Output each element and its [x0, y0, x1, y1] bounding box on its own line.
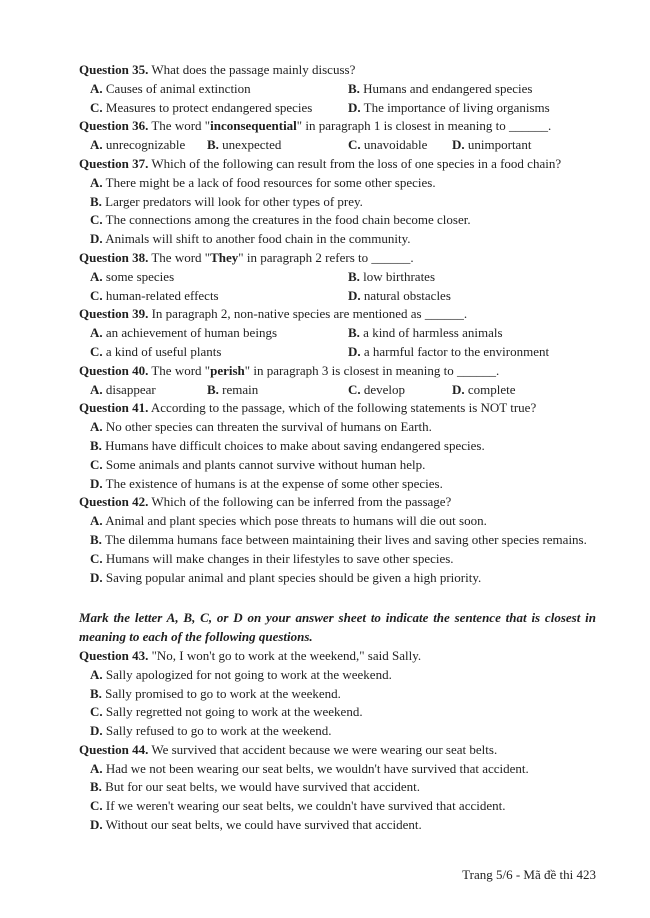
- option-text: Had we not been wearing our seat belts, we wouldn't have survived that accident.: [105, 760, 529, 776]
- option-text: The dilemma humans face between maintaining their lives and saving other species remains.: [104, 531, 587, 547]
- option-text: remain: [222, 381, 259, 397]
- option-letter: C.: [90, 287, 103, 303]
- stem-text: "No, I won't go to work at the weekend," said Sally.: [151, 647, 422, 663]
- option-text: disappear: [105, 381, 156, 397]
- question-label: Question 43.: [79, 647, 149, 663]
- option-letter: D.: [452, 381, 465, 397]
- options: [90, 381, 596, 400]
- option: [90, 722, 596, 741]
- questions-section-reading: [79, 61, 596, 587]
- options: [90, 760, 596, 835]
- option-text: natural obstacles: [363, 287, 451, 303]
- question-block: [79, 399, 596, 493]
- stem-text: We survived that accident because we were wearing our seat belts.: [151, 741, 498, 757]
- question-stem: [79, 399, 596, 418]
- option-letter: B.: [90, 779, 102, 795]
- option: [90, 136, 207, 155]
- option-letter: B.: [90, 685, 102, 701]
- option-letter: C.: [348, 381, 361, 397]
- option-text: develop: [363, 381, 406, 397]
- option: [90, 343, 348, 362]
- instruction-line-2: meaning to each of the following questions.: [79, 629, 313, 645]
- option-letter: C.: [90, 704, 103, 720]
- option: [90, 666, 596, 685]
- option-letter: D.: [348, 99, 361, 115]
- stem-text-after: " in paragraph 2 refers to ______.: [238, 249, 414, 265]
- question-label: Question 39.: [79, 306, 149, 322]
- question-stem: [79, 647, 596, 666]
- option: [90, 456, 596, 475]
- options: [90, 418, 596, 493]
- question-block: [79, 249, 596, 305]
- option-text: Sally regretted not going to work at the weekend.: [105, 704, 363, 720]
- option-letter: B.: [348, 325, 360, 341]
- option: [207, 381, 348, 400]
- stem-text: Which of the following can be inferred from the passage?: [151, 494, 452, 510]
- option-letter: A.: [90, 80, 103, 96]
- option-letter: A.: [90, 666, 103, 682]
- option: [90, 381, 207, 400]
- option: [348, 324, 596, 343]
- question-stem: [79, 155, 596, 174]
- option-text: No other species can threaten the survival of humans on Earth.: [105, 419, 432, 435]
- option-text: Humans and endangered species: [363, 80, 533, 96]
- option-text: Sally promised to go to work at the weekend.: [105, 685, 341, 701]
- option: [90, 703, 596, 722]
- option: [90, 797, 596, 816]
- stem-text-after: " in paragraph 3 is closest in meaning to ______.: [244, 362, 500, 378]
- instruction-line-1: Mark the letter A, B, C, or D on your answer sheet to indicate the sentence that is closest in: [79, 610, 596, 626]
- option: [90, 99, 348, 118]
- stem-text: In paragraph 2, non-native species are mentioned as ______.: [151, 306, 468, 322]
- question-label: Question 42.: [79, 494, 149, 510]
- option-text: unrecognizable: [105, 137, 186, 153]
- options: [90, 80, 596, 118]
- option: [90, 512, 596, 531]
- option-text: low birthrates: [363, 268, 436, 284]
- stem-text: The word ": [151, 362, 211, 378]
- stem-text: Which of the following can result from the loss of one species in a food chain?: [151, 155, 562, 171]
- option-letter: B.: [348, 268, 360, 284]
- option-letter: C.: [90, 99, 103, 115]
- option: [90, 816, 596, 835]
- option-letter: D.: [452, 137, 465, 153]
- options: [90, 666, 596, 741]
- question-label: Question 35.: [79, 62, 149, 77]
- question-block: [79, 117, 596, 155]
- option-text: Humans have difficult choices to make about saving endangered species.: [105, 437, 485, 453]
- page-footer: Trang 5/6 - Mã đề thi 423: [462, 867, 596, 882]
- stem-text: The word ": [151, 118, 211, 134]
- option-letter: B.: [90, 193, 102, 209]
- option: [348, 268, 596, 287]
- option: [90, 287, 348, 306]
- option: [348, 343, 596, 362]
- option-text: Sally refused to go to work at the weekend.: [105, 723, 332, 739]
- option-letter: A.: [90, 137, 103, 153]
- option-text: The connections among the creatures in the food chain become closer.: [105, 212, 471, 228]
- option-text: The existence of humans is at the expense of some other species.: [105, 475, 443, 491]
- options: [90, 136, 596, 155]
- question-label: Question 41.: [79, 400, 149, 416]
- option: [90, 550, 596, 569]
- question-stem: [79, 362, 596, 381]
- option-letter: D.: [90, 231, 103, 247]
- option: [452, 381, 596, 400]
- option-text: There might be a lack of food resources for some other species.: [105, 174, 436, 190]
- option-text: Animals will shift to another food chain in the community.: [105, 231, 411, 247]
- option-letter: C.: [90, 212, 103, 228]
- option-text: If we weren't wearing our seat belts, we couldn't have survived that accident.: [105, 798, 506, 814]
- option: [90, 211, 596, 230]
- option: [90, 531, 596, 550]
- option-text: a kind of harmless animals: [363, 325, 503, 341]
- option-text: Measures to protect endangered species: [105, 99, 313, 115]
- option-letter: A.: [90, 325, 103, 341]
- option-text: Larger predators will look for other types of prey.: [105, 193, 363, 209]
- option: [90, 778, 596, 797]
- question-block: [79, 741, 596, 835]
- option-letter: D.: [90, 723, 103, 739]
- option-letter: B.: [90, 437, 102, 453]
- option-text: Saving popular animal and plant species should be given a high priority.: [105, 569, 482, 585]
- question-stem: [79, 741, 596, 760]
- stem-keyword: perish: [210, 362, 245, 378]
- option: [348, 136, 452, 155]
- question-label: Question 36.: [79, 118, 149, 134]
- option: [90, 324, 348, 343]
- option-letter: B.: [207, 381, 219, 397]
- section-instruction: [79, 609, 596, 647]
- option-text: unavoidable: [363, 137, 428, 153]
- option-letter: C.: [348, 137, 361, 153]
- option-text: The importance of living organisms: [363, 99, 550, 115]
- options: [90, 512, 596, 587]
- stem-text: The word ": [151, 249, 211, 265]
- option: [90, 760, 596, 779]
- option-letter: C.: [90, 343, 103, 359]
- option-letter: D.: [348, 287, 361, 303]
- option-text: human-related effects: [105, 287, 219, 303]
- option: [90, 80, 348, 99]
- option: [90, 569, 596, 588]
- option-letter: B.: [348, 80, 360, 96]
- options: [90, 174, 596, 249]
- question-stem: [79, 249, 596, 268]
- option-text: complete: [467, 381, 516, 397]
- option-letter: D.: [90, 569, 103, 585]
- questions-section-closest-meaning: [79, 647, 596, 835]
- option-text: a kind of useful plants: [105, 343, 222, 359]
- option-text: an achievement of human beings: [105, 325, 277, 341]
- option: [90, 418, 596, 437]
- option-letter: A.: [90, 174, 103, 190]
- question-stem: [79, 61, 596, 80]
- content-area: [79, 61, 596, 835]
- options: [90, 268, 596, 306]
- option: [348, 381, 452, 400]
- option: [90, 268, 348, 287]
- option: [90, 174, 596, 193]
- question-label: Question 38.: [79, 249, 149, 265]
- option-letter: D.: [90, 817, 103, 833]
- question-block: [79, 647, 596, 741]
- stem-keyword: They: [210, 249, 239, 265]
- option-letter: B.: [207, 137, 219, 153]
- stem-keyword: inconsequential: [210, 118, 297, 134]
- question-block: [79, 305, 596, 361]
- option: [452, 136, 596, 155]
- option: [207, 136, 348, 155]
- option-text: Animal and plant species which pose threats to humans will die out soon.: [105, 513, 487, 529]
- option: [90, 685, 596, 704]
- option-text: But for our seat belts, we would have survived that accident.: [105, 779, 420, 795]
- option-text: some species: [105, 268, 175, 284]
- stem-text: What does the passage mainly discuss?: [151, 62, 356, 77]
- question-label: Question 40.: [79, 362, 149, 378]
- option-letter: A.: [90, 381, 103, 397]
- option-letter: A.: [90, 419, 103, 435]
- stem-text-after: " in paragraph 1 is closest in meaning to ______.: [296, 118, 552, 134]
- option: [348, 287, 596, 306]
- question-block: [79, 155, 596, 249]
- option-text: Some animals and plants cannot survive without human help.: [105, 456, 426, 472]
- stem-text: According to the passage, which of the following statements is NOT true?: [150, 400, 537, 416]
- option-letter: C.: [90, 456, 103, 472]
- question-block: [79, 61, 596, 117]
- option-text: Sally apologized for not going to work at the weekend.: [105, 666, 392, 682]
- question-stem: [79, 305, 596, 324]
- option: [348, 99, 596, 118]
- option-letter: D.: [90, 475, 103, 491]
- option-text: a harmful factor to the environment: [363, 343, 550, 359]
- question-stem: [79, 493, 596, 512]
- question-label: Question 44.: [79, 741, 149, 757]
- option-text: Humans will make changes in their lifestyles to save other species.: [105, 550, 454, 566]
- option-letter: C.: [90, 798, 103, 814]
- option-letter: D.: [348, 343, 361, 359]
- option-letter: C.: [90, 550, 103, 566]
- option: [90, 437, 596, 456]
- option-letter: A.: [90, 760, 103, 776]
- option-letter: B.: [90, 531, 102, 547]
- option: [90, 475, 596, 494]
- option-letter: A.: [90, 268, 103, 284]
- option: [348, 80, 596, 99]
- question-label: Question 37.: [79, 155, 149, 171]
- option-text: Without our seat belts, we could have survived that accident.: [105, 817, 422, 833]
- question-block: [79, 362, 596, 400]
- option: [90, 193, 596, 212]
- option-text: Causes of animal extinction: [105, 80, 251, 96]
- options: [90, 324, 596, 362]
- option-text: unimportant: [467, 137, 532, 153]
- option: [90, 230, 596, 249]
- option-letter: A.: [90, 513, 103, 529]
- question-stem: [79, 117, 596, 136]
- option-text: unexpected: [222, 137, 282, 153]
- question-block: [79, 493, 596, 587]
